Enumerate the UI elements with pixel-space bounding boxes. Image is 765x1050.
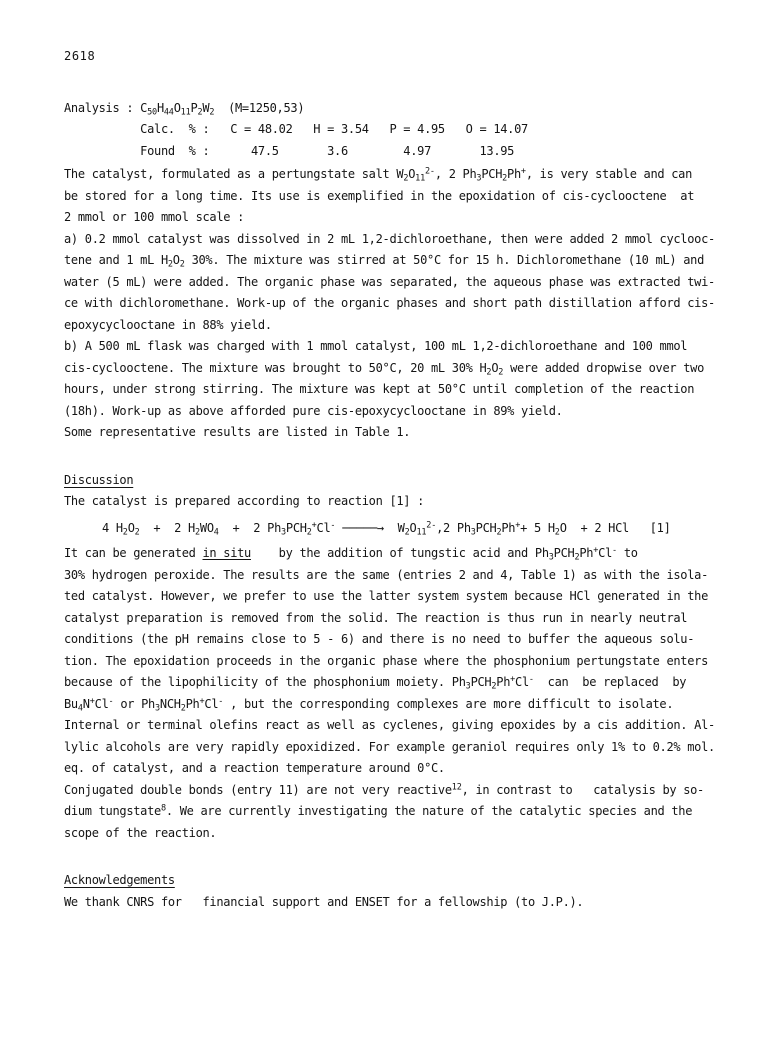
text-line: dium tungstate$^8$. We are currently investigating the nature of the catalytic species and the (64, 803, 693, 818)
text-line: tion. The epoxidation proceeds in the organic phase where the phosphonium pertungstate enters (64, 653, 708, 668)
text-line: because of the lipophilicity of the phosphonium moiety. $Ph_3PCH_2Ph^+Cl^-$ can be replaced by (64, 674, 687, 692)
discussion-paragraph (64, 543, 736, 844)
text-line: scope of the reaction. (64, 825, 217, 840)
text-line: cis-cyclooctene. The mixture was brought to 50°C, 20 mL 30% $H_2O_2$ were added dropwise over two (64, 360, 705, 378)
text-line: b) A 500 mL flask was charged with 1 mmol catalyst, 100 mL 1,2-dichloroethane and 100 mmol (64, 339, 688, 353)
acknowledgements-text: We thank CNRS for financial support and ENSET for a fellowship (to J.P.). (64, 894, 584, 909)
text-line: Found % : 47.5 3.6 4.97 13.95 (64, 143, 515, 158)
text-line: conditions (the pH remains close to 5 - 6) and there is no need to buffer the aqueous solu- (64, 632, 695, 646)
text-line: eq. of catalyst, and a reaction temperature around 0°C. (64, 761, 445, 775)
text-line: Some representative results are listed in Table 1. (64, 425, 411, 439)
text-line: Conjugated double bonds (entry 11) are not very reactive$^{12}$, in contrast to catalysis by so- (64, 781, 704, 797)
analysis-section (64, 98, 736, 163)
text-line: tene and 1 mL $H_2O_2$ 30%. The mixture was stirred at 50°C for 15 h. Dichloromethane (10 mL) and (64, 253, 705, 270)
text-line: catalyst preparation is removed from the solid. The reaction is thus run in nearly neutral (64, 610, 688, 625)
acknowledgements-heading: Acknowledgements (64, 873, 175, 887)
text-line: water (5 mL) were added. The organic phase was separated, the aqueous phase was extracted twi- (64, 274, 715, 289)
text-line: Calc. % : C = 48.02 H = 3.54 P = 4.95 O = 14.07 (64, 122, 528, 136)
page-content (64, 46, 736, 913)
text-line: ted catalyst. However, we prefer to use the latter system system because HCl generated in the (64, 589, 708, 603)
text-line: Analysis : $C_{50}H_{44}O_{11}P_2W_2$ (M=1250,53) (64, 100, 305, 118)
text-line: 30% hydrogen peroxide. The results are the same (entries 2 and 4, Table 1) as with the isola- (64, 567, 708, 582)
page-number: 2618 (64, 49, 96, 63)
experimental-paragraph (64, 164, 736, 444)
text-line: a) 0.2 mmol catalyst was dissolved in 2 mL 1,2-dichloroethane, then were added 2 mmol cyclooc- (64, 231, 715, 246)
text-line: ce with dichloromethane. Work-up of the organic phases and short path distillation afford cis- (64, 296, 715, 310)
text-line: 2 mmol or 100 mmol scale : (64, 210, 245, 224)
reaction-equation: 4 $H_2O_2 + 2$ $H_2WO_4 + 2$ $Ph_3PCH_2^+Cl^-$ ─────→ $W_2O_{11}^{2-},2$ $Ph_3PCH_2Ph^++ 5$ $H_2O + 2$ HCl [1] (102, 519, 671, 538)
text-line: The catalyst, formulated as a pertungstate salt $W_2O_{11}^{2-}$, 2 $Ph_3PCH_2Ph^+$, is very stable and can (64, 166, 693, 184)
text-line: hours, under strong stirring. The mixture was kept at 50°C until completion of the reaction (64, 382, 695, 396)
text-line: (18h). Work-up as above afforded pure cis-epoxycyclooctane in 89% yield. (64, 403, 563, 418)
text-line: be stored for a long time. Its use is exemplified in the epoxidation of cis-cyclooctene at (64, 188, 695, 203)
text-line: $Bu_4N^+Cl^-$ or $Ph_3NCH_2Ph^+Cl^-$ , but the corresponding complexes are more difficult to isolate. (64, 695, 674, 714)
discussion-heading: Discussion (64, 472, 134, 487)
text-line: lylic alcohols are very rapidly epoxidized. For example geraniol requires only 1% to 0.2% mol. (64, 739, 715, 754)
text-line: Internal or terminal olefins react as well as cyclenes, giving epoxides by a cis addition. Al- (64, 718, 715, 732)
text-line: epoxycyclooctane in 88% yield. (64, 317, 272, 332)
discussion-intro: The catalyst is prepared according to reaction [1] : (64, 494, 425, 508)
text-line: It can be generated in situ by the addition of tungstic acid and $Ph_3PCH_2Ph^+Cl^-$ to (64, 545, 638, 563)
